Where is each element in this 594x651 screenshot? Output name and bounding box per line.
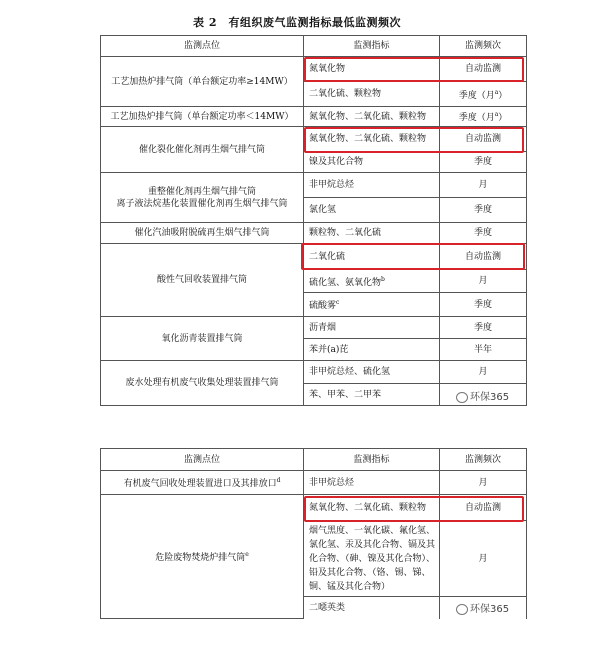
header-frequency: 监测频次 [440,449,527,471]
indicator-cell: 颗粒物、二氧化硫 [304,223,440,244]
wechat-icon [456,604,468,615]
indicator-cell: 非甲烷总烃 [304,471,440,495]
location-cell: 酸性气回收装置排气筒 [101,244,304,317]
indicator-cell: 烟气黑度、一氧化碳、氟化氢、氯化氢、汞及其化合物、镉及其化合物、（砷、镍及其化合物）、铅及其化合物、（铬、锡、锑、铜、锰及其化合物） [304,521,440,597]
highlight-box [301,243,525,270]
watermark: 环保365 [456,388,509,403]
table-row [101,361,527,384]
monitoring-table-1 [100,35,527,406]
frequency-cell: 月 [440,361,527,384]
header-indicator: 监测指标 [304,36,440,57]
indicator-cell: 氮氧化物 [304,57,440,82]
watermark: 环保365 [456,600,509,615]
table-header-row [101,36,527,57]
frequency-cell: 半年 [440,339,527,361]
highlight-box [304,496,524,522]
indicator-cell: 苯、甲苯、二甲苯 [304,384,440,406]
indicator-cell: 镍及其化合物 [304,152,440,173]
frequency-cell: 季度 [440,198,527,223]
indicator-cell: 氮氧化物、二氧化硫、颗粒物 [304,127,440,152]
frequency-cell: 月 [440,521,527,597]
frequency-cell: 季度 [440,152,527,173]
location-cell: 重整催化剂再生烟气排气筒 离子液法烷基化装置催化剂再生烟气排气筒 [101,173,304,223]
indicator-cell: 硫化氢、氨氧化物$^b$ [304,270,440,293]
frequency-cell: 季度 [440,317,527,339]
table-row [101,223,527,244]
header-indicator: 监测指标 [304,449,440,471]
location-cell: 危险废物焚烧炉排气筒$^e$ [101,495,304,619]
location-cell: 废水处理有机废气收集处理装置排气筒 [101,361,304,406]
location-cell: 有机废气回收处理装置进口及其排放口$^d$ [101,471,304,495]
frequency-cell: 季度（月$^a$） [440,107,527,127]
indicator-cell: 硫酸雾$^c$ [304,293,440,317]
indicator-cell: 二氧化硫 [304,244,440,270]
frequency-cell: 自动监测 [440,57,527,82]
header-location: 监测点位 [101,449,304,471]
frequency-cell: 月 [440,173,527,198]
frequency-cell: 自动监测 [440,127,527,152]
highlight-box [304,127,524,153]
table-row [101,173,527,198]
header-frequency: 监测频次 [440,36,527,57]
table-row [101,317,527,339]
location-cell: 催化裂化催化剂再生烟气排气筒 [101,127,304,173]
indicator-cell: 二氧化硫、颗粒物 [304,82,440,107]
table-title: 表 2 有组织废气监测指标最低监测频次 [193,16,401,29]
indicator-cell: 氯化氢 [304,198,440,223]
frequency-cell: 月 [440,270,527,293]
frequency-cell: 季度（月$^a$） [440,82,527,107]
indicator-cell: 氮氧化物、二氧化硫、颗粒物 [304,107,440,127]
indicator-cell: 苯并(a)芘 [304,339,440,361]
frequency-cell: 自动监测 [440,244,527,270]
frequency-cell: 季度 [440,223,527,244]
monitoring-table-2 [100,448,527,619]
indicator-cell: 氮氧化物、二氧化硫、颗粒物 [304,495,440,521]
location-cell: 工艺加热炉排气筒（单台额定功率≥14MW） [101,57,304,107]
frequency-cell: 自动监测 [440,495,527,521]
wechat-icon [456,392,468,403]
frequency-cell: 季度 [440,293,527,317]
table-row [101,471,527,495]
table-row [101,107,527,127]
header-location: 监测点位 [101,36,304,57]
frequency-cell: 月 [440,471,527,495]
highlight-box [304,57,524,82]
indicator-cell: 沥青烟 [304,317,440,339]
indicator-cell: 非甲烷总烃 [304,173,440,198]
indicator-cell: 非甲烷总烃、硫化氢 [304,361,440,384]
location-cell: 工艺加热炉排气筒（单台额定功率＜14MW） [101,107,304,127]
location-cell: 催化汽油吸附脱硫再生烟气排气筒 [101,223,304,244]
location-cell: 氧化沥青装置排气筒 [101,317,304,361]
indicator-cell: 二噁英类 [304,597,440,619]
table-header-row [101,449,527,471]
